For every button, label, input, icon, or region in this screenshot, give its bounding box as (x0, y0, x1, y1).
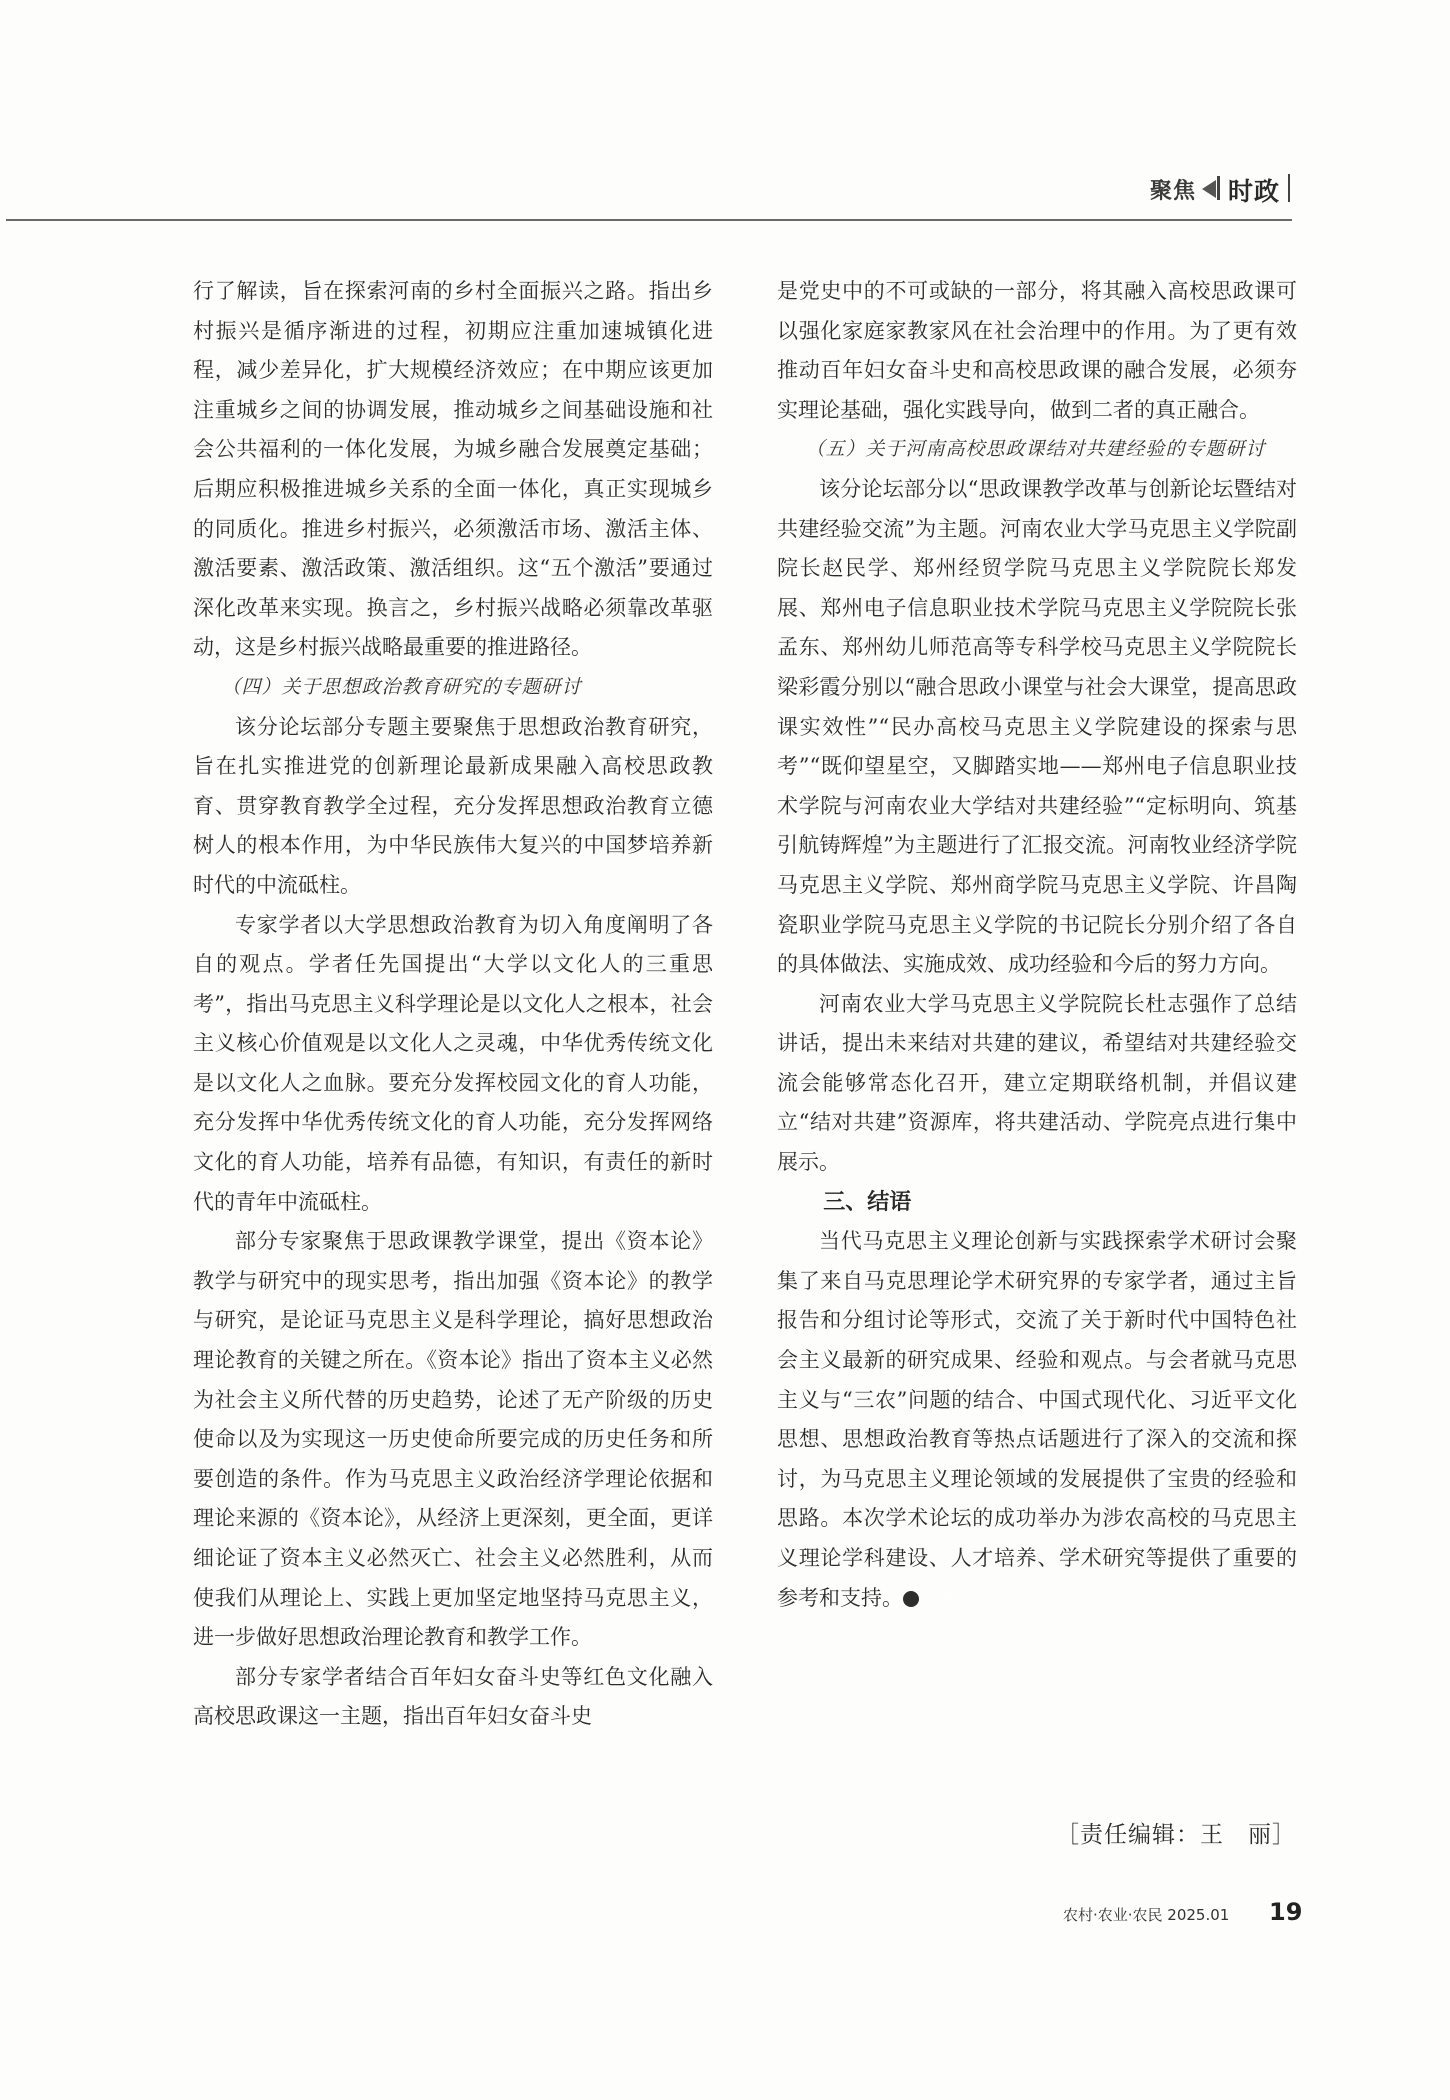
header-rule (6, 219, 1292, 221)
paragraph: 专家学者以大学思想政治教育为切入角度阐明了各自的观点。学者任先国提出“大学以文化人的三重思考”，指出马克思主义科学理论是以文化人之根本，社会主义核心价值观是以文化人之灵魂，中华优秀传统文化是以文化人之血脉。要充分发挥校园文化的育人功能，充分发挥中华优秀传统文化的育人功能，充分发挥网络文化的育人功能，培养有品德，有知识，有责任的新时代的青年中流砥柱。 (193, 912, 713, 1214)
paragraph-text: 当代马克思主义理论创新与实践探索学术研讨会聚集了来自马克思理论学术研究界的专家学者，通过主旨报告和分组讨论等形式，交流了关于新时代中国特色社会主义最新的研究成果、经验和观点。与会者就马克思主义与“三农”问题的结合、中国式现代化、习近平文化思想、思想政治教育等热点话题进行了深入的交流和探讨，为马克思主义理论领域的发展提供了宝贵的经验和思路。本次学术论坛的成功举办为涉农高校的马克思主义理论学科建设、人才培养、学术研究等提供了重要的参考和支持。 (777, 1229, 1297, 1610)
right-column (777, 272, 1297, 1618)
page-number: 19 (1269, 1898, 1303, 1926)
page-footer (1063, 1898, 1303, 1928)
paragraph: 行了解读，旨在探索河南的乡村全面振兴之路。指出乡村振兴是循序渐进的过程，初期应注重加速城镇化进程，减少差异化，扩大规模经济效应；在中期应该更加注重城乡之间的协调发展，推动城乡之间基础设施和社会公共福利的一体化发展，为城乡融合发展奠定基础；后期应积极推进城乡关系的全面一体化，真正实现城乡的同质化。推进乡村振兴，必须激活市场、激活主体、激活要素、激活政策、激活组织。这“五个激活”要通过深化改革来实现。换言之，乡村振兴战略必须靠改革驱动，这是乡村振兴战略最重要的推进路径。 (193, 279, 713, 660)
paragraph: 部分专家聚焦于思政课教学课堂，提出《资本论》教学与研究中的现实思考，指出加强《资本论》的教学与研究，是论证马克思主义是科学理论，搞好思想政治理论教育的关键之所在。《资本论》指出了资本主义必然为社会主义所代替的历史趋势，论述了无产阶级的历史使命以及为实现这一历史使命所要完成的历史任务和所要创造的条件。作为马克思主义政治经济学理论依据和理论来源的《资本论》，从经济上更深刻，更全面，更详细论证了资本主义必然灭亡、社会主义必然胜利，从而使我们从理论上、实践上更加坚定地坚持马克思主义，进一步做好思想政治理论教育和教学工作。 (193, 1229, 713, 1650)
paragraph: 部分专家学者结合百年妇女奋斗史等红色文化融入高校思政课这一主题，指出百年妇女奋斗史 (193, 1664, 713, 1729)
header-divider (1217, 176, 1220, 200)
end-mark-icon: 农 (903, 1591, 919, 1607)
header-section-label: 聚焦 (1150, 179, 1197, 204)
paragraph: 是党史中的不可或缺的一部分，将其融入高校思政课可以强化家庭家教家风在社会治理中的作用。为了更有效推动百年妇女奋斗史和高校思政课的融合发展，必须夯实理论基础，强化实践导向，做到二者的真正融合。 (777, 279, 1297, 422)
responsible-editor: ［责任编辑：王 丽］ (1056, 1822, 1296, 1848)
triangle-left-icon (1202, 180, 1216, 198)
header-divider-end (1288, 174, 1290, 202)
paragraph: 该分论坛部分以“思政课教学改革与创新论坛暨结对共建经验交流”为主题。河南农业大学马克思主义学院副院长赵民学、郑州经贸学院马克思主义学院院长郑发展、郑州电子信息职业技术学院马克思主义学院院长张孟东、郑州幼儿师范高等专科学校马克思主义学院院长梁彩霞分别以“融合思政小课堂与社会大课堂，提高思政课实效性”“民办高校马克思主义学院建设的探索与思考”“既仰望星空，又脚踏实地——郑州电子信息职业技术学院与河南农业大学结对共建经验”“定标明向、筑基引航铸辉煌”为主题进行了汇报交流。河南牧业经济学院马克思主义学院、郑州商学院马克思主义学院、许昌陶瓷职业学院马克思主义学院的书记院长分别介绍了各自的具体做法、实施成效、成功经验和今后的努力方向。 (777, 476, 1297, 977)
paragraph: 该分论坛部分专题主要聚焦于思想政治教育研究，旨在扎实推进党的创新理论最新成果融入高校思政教育、贯穿教育教学全过程，充分发挥思想政治教育立德树人的根本作用，为中华民族伟大复兴的中国梦培养新时代的中流砥柱。 (193, 714, 713, 897)
header-column-label: 时政 (1228, 177, 1281, 206)
paragraph-conclusion (777, 1222, 1297, 1618)
section-heading-conclusion: 三、结语 (823, 1189, 912, 1215)
page-header (1100, 172, 1300, 212)
subsection-heading-4: （四）关于思想政治教育研究的专题研讨 (221, 675, 582, 698)
journal-name: 农村·农业·农民 2025.01 (1063, 1906, 1230, 1924)
paragraph: 河南农业大学马克思主义学院院长杜志强作了总结讲话，提出未来结对共建的建议，希望结对共建经验交流会能够常态化召开，建立定期联络机制，并倡议建立“结对共建”资源库，将共建活动、学院亮点进行集中展示。 (777, 991, 1297, 1175)
subsection-heading-5: （五）关于河南高校思政课结对共建经验的专题研讨 (805, 438, 1266, 461)
left-column (193, 272, 713, 1737)
